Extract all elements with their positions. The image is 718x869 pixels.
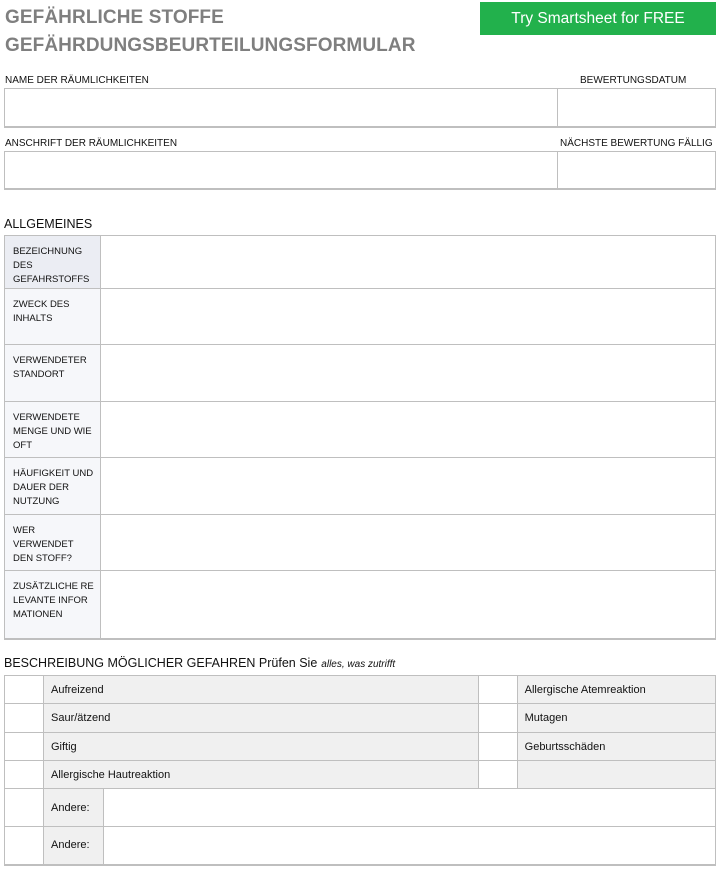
purpose-field[interactable] <box>101 289 716 345</box>
next-assessment-field[interactable] <box>557 151 716 190</box>
table-row <box>5 515 716 571</box>
quantity-label: VERWENDETE MENGE UND WIE OFT <box>5 402 101 458</box>
table-row <box>5 789 716 827</box>
hazard-label: Allergische Atemreaktion <box>517 676 715 704</box>
hazard-label: Geburtsschäden <box>517 733 715 761</box>
hazards-subheading: alles, was zutrifft <box>321 659 396 670</box>
premises-address-label: ANSCHRIFT DER RÄUMLICHKEITEN <box>5 138 178 149</box>
hazards-heading-text: BESCHREIBUNG MÖGLICHER GEFAHREN Prüfen Sie <box>4 656 318 670</box>
next-assessment-label: NÄCHSTE BEWERTUNG FÄLLIG <box>560 138 713 149</box>
table-row <box>5 704 716 733</box>
hazard-checkbox[interactable] <box>5 704 44 733</box>
hazard-checkbox[interactable] <box>478 733 517 761</box>
try-smartsheet-button[interactable]: Try Smartsheet for FREE <box>480 2 716 35</box>
premises-address-field[interactable] <box>4 151 558 190</box>
table-row <box>5 761 716 789</box>
frequency-label: HÄUFIGKEIT UND DAUER DER NUTZUNG <box>5 458 101 515</box>
frequency-field[interactable] <box>101 458 716 515</box>
other-checkbox[interactable] <box>5 789 44 827</box>
premises-name-label: NAME DER RÄUMLICHKEITEN <box>5 75 149 86</box>
substance-name-label: BEZEICHNUNG DES GEFAHRSTOFFS <box>5 236 101 289</box>
other-label: Andere: <box>44 827 104 865</box>
table-row <box>5 571 716 639</box>
user-label: WER VERWENDET DEN STOFF? <box>5 515 101 571</box>
other-checkbox[interactable] <box>5 827 44 865</box>
table-row <box>5 345 716 402</box>
hazard-label: Saur/ätzend <box>44 704 479 733</box>
other-field[interactable] <box>104 789 716 827</box>
hazard-label: Aufreizend <box>44 676 479 704</box>
hazards-table <box>4 675 716 866</box>
hazard-label: Allergische Hautreaktion <box>44 761 479 789</box>
hazard-checkbox[interactable] <box>5 676 44 704</box>
table-row <box>5 402 716 458</box>
hazard-checkbox[interactable] <box>478 761 517 789</box>
hazards-heading <box>4 656 395 670</box>
location-label: VERWENDETER STANDORT <box>5 345 101 402</box>
assessment-date-field[interactable] <box>557 88 716 128</box>
table-row <box>5 827 716 865</box>
table-row <box>5 676 716 704</box>
additional-info-label: ZUSÄTZLICHE RELEVANTE INFORMATIONEN <box>5 571 101 639</box>
hazard-checkbox[interactable] <box>5 733 44 761</box>
table-row <box>5 458 716 515</box>
general-table <box>4 235 716 640</box>
user-field[interactable] <box>101 515 716 571</box>
table-row <box>5 289 716 345</box>
assessment-date-label: BEWERTUNGSDATUM <box>580 75 687 86</box>
table-row <box>5 236 716 289</box>
quantity-field[interactable] <box>101 402 716 458</box>
substance-name-field[interactable] <box>101 236 716 289</box>
hazard-checkbox[interactable] <box>5 761 44 789</box>
table-row <box>5 733 716 761</box>
form-title-line2: GEFÄHRDUNGSBEURTEILUNGSFORMULAR <box>5 35 416 56</box>
hazard-checkbox[interactable] <box>478 676 517 704</box>
other-field[interactable] <box>104 827 716 865</box>
location-field[interactable] <box>101 345 716 402</box>
other-label: Andere: <box>44 789 104 827</box>
hazard-label <box>517 761 715 789</box>
hazard-checkbox[interactable] <box>478 704 517 733</box>
premises-name-field[interactable] <box>4 88 558 128</box>
additional-info-field[interactable] <box>101 571 716 639</box>
form-title-line1: GEFÄHRLICHE STOFFE <box>5 7 224 28</box>
hazard-label: Mutagen <box>517 704 715 733</box>
hazard-label: Giftig <box>44 733 479 761</box>
purpose-label: ZWECK DES INHALTS <box>5 289 101 345</box>
general-heading: ALLGEMEINES <box>4 217 93 231</box>
